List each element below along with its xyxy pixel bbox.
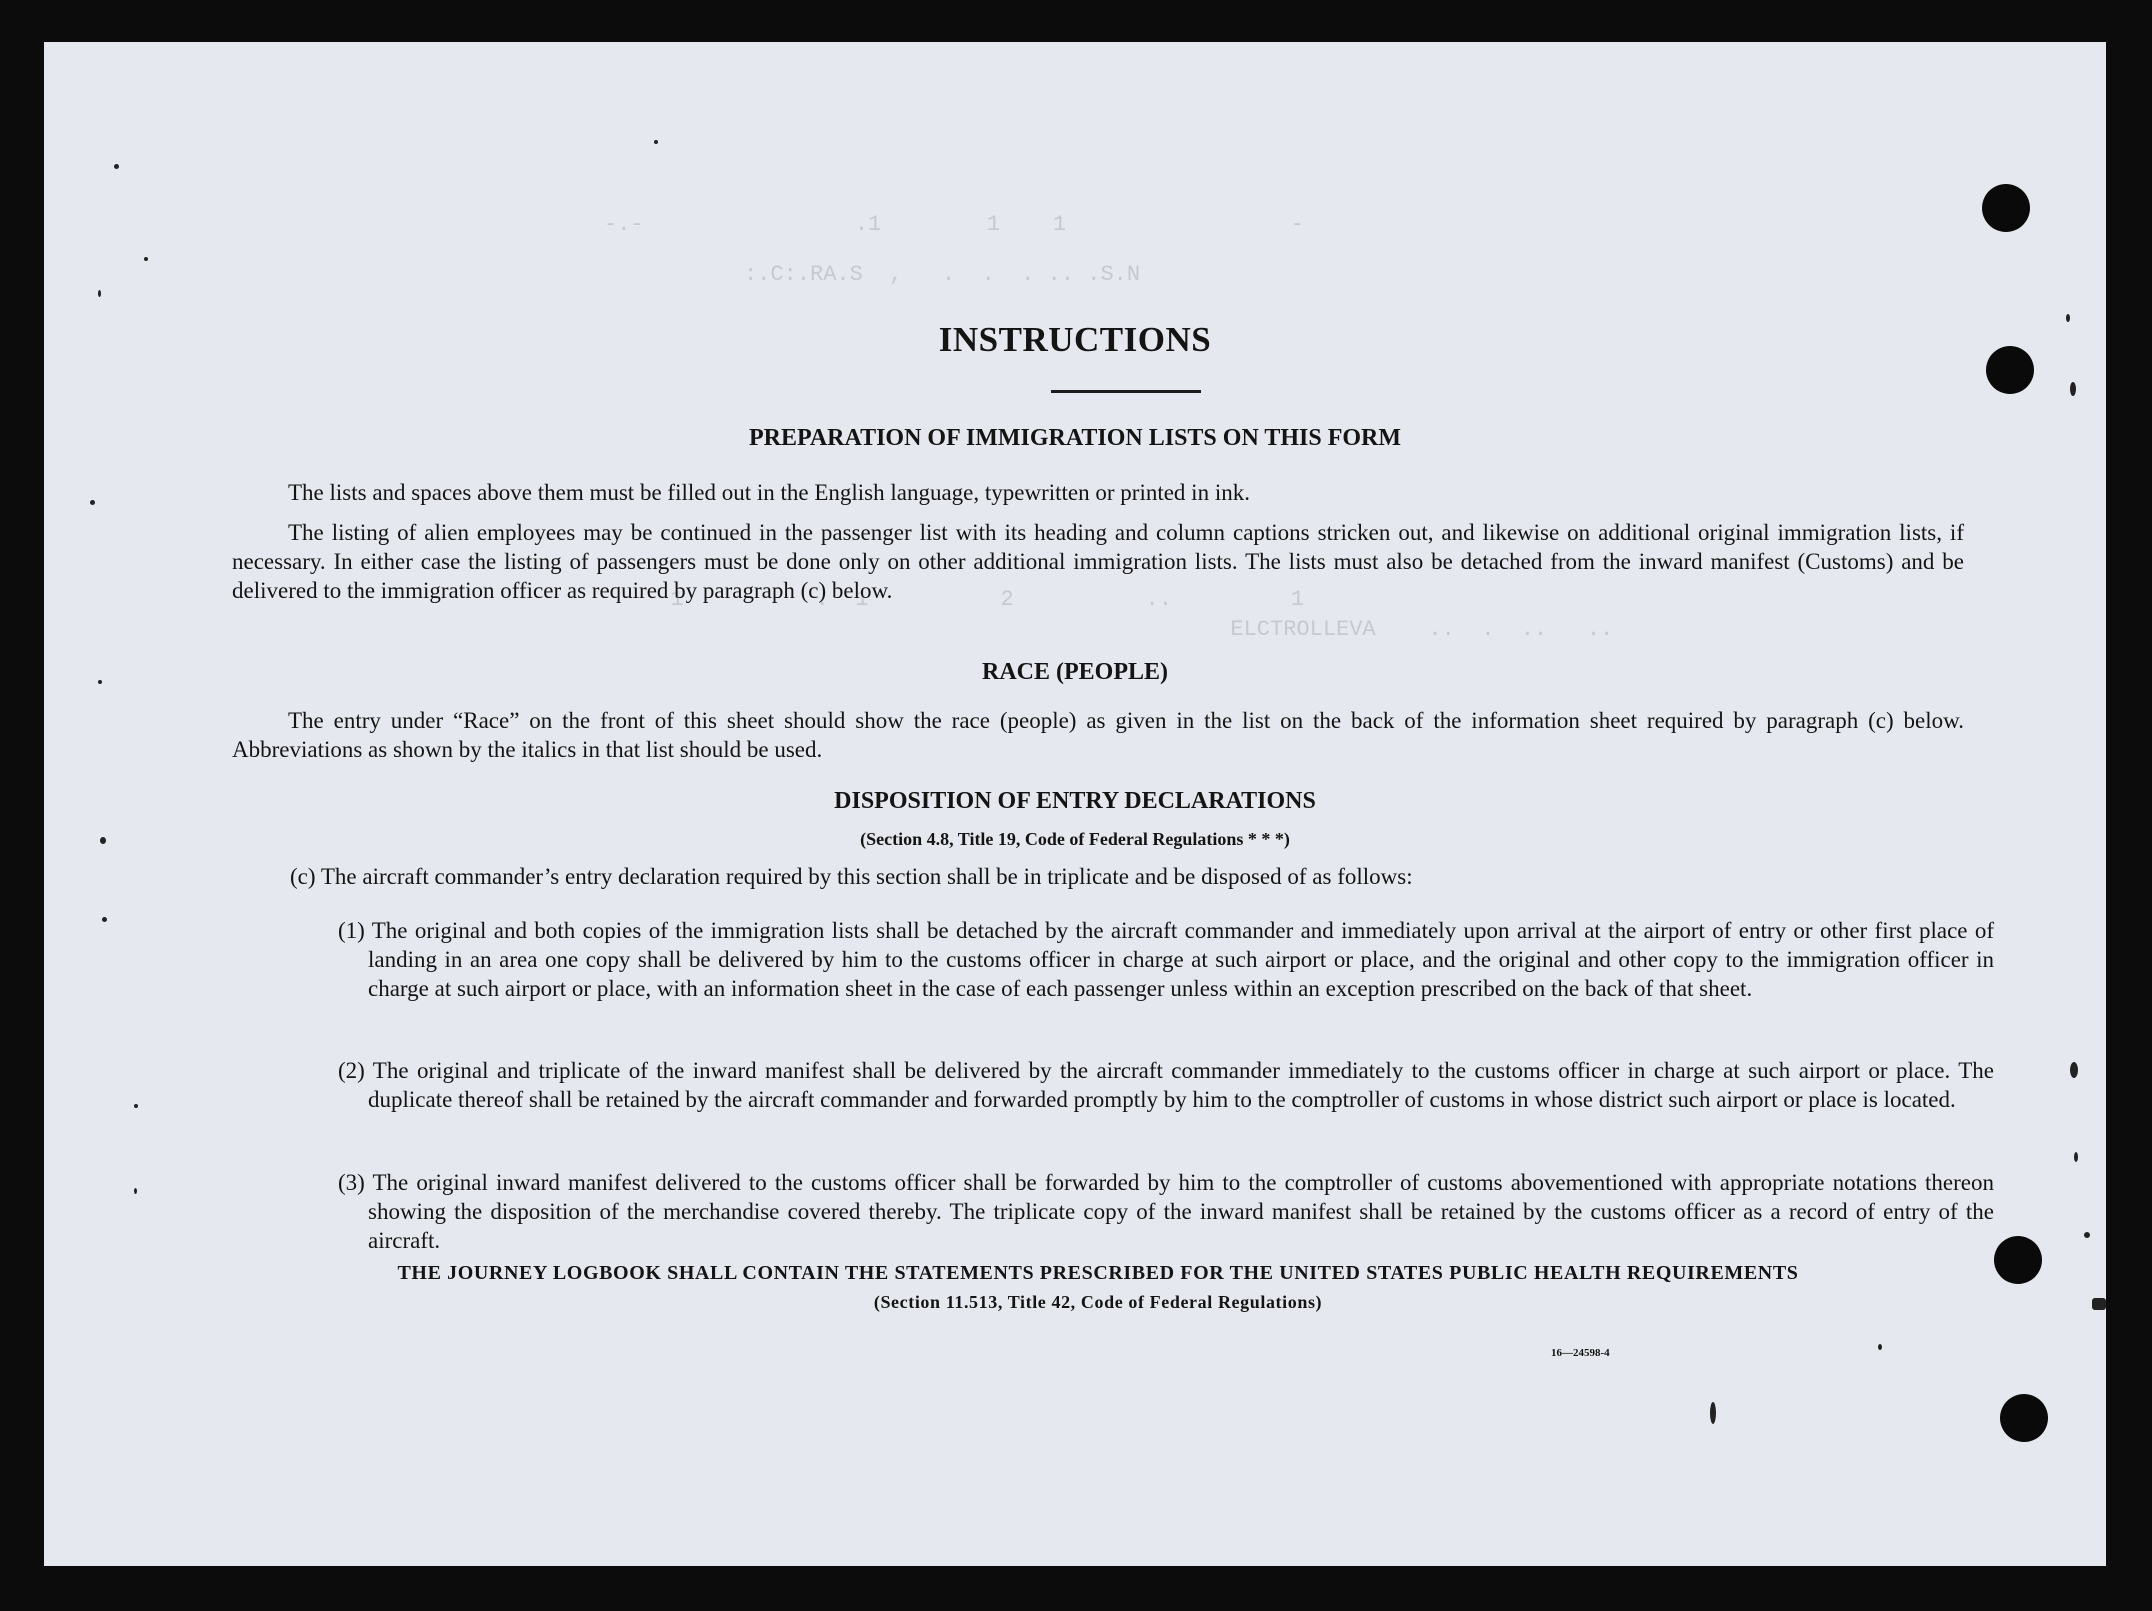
paragraph-preparation-2: The listing of alien employees may be continued in the passenger list with its heading and column captions stricken out, and likewise on additional original immigration lists, if necessary. In either case the listing of passengers must be done only on other additional immigration lists. The lists must also be detached from the inward manifest (Customs) and be delivered to the immigration officer as required by paragraph (c) below. (232, 520, 1964, 603)
bleed-through-text: -.- .1 1 1 - (604, 212, 1304, 237)
document-page (44, 42, 2106, 1566)
speck (98, 290, 101, 297)
section-subheading-disposition: (Section 4.8, Title 19, Code of Federal Regulations * * *) (860, 829, 1290, 849)
speck (1710, 1402, 1716, 1424)
paragraph-disposition-intro: (c) The aircraft commander’s entry declaration required by this section shall be in triplicate and be disposed of as follows: (290, 864, 1413, 889)
speck (144, 257, 148, 261)
disposition-item-1: (1) The original and both copies of the immigration lists shall be detached by the aircraft commander and immediately upon arrival at the airport of entry or other first place of landing in an area one copy shall be delivered by him to the customs officer in charge at such airport or place, and the original and other copy to the immigration officer in charge at such airport or place, with an information sheet in the case of each passenger unless within an exception prescribed on the back of that sheet. (338, 918, 1994, 1001)
speck (2070, 1062, 2078, 1078)
speck (2074, 1152, 2078, 1162)
speck (654, 140, 658, 144)
section-heading-disposition: DISPOSITION OF ENTRY DECLARATIONS (834, 788, 1316, 814)
speck (2070, 382, 2076, 396)
section-heading-preparation: PREPARATION OF IMMIGRATION LISTS ON THIS FORM (748, 425, 1402, 451)
speck (2092, 1298, 2106, 1310)
binder-hole (2000, 1394, 2048, 1442)
page-title: INSTRUCTIONS (938, 320, 1212, 359)
speck (114, 164, 119, 169)
paragraph-race: The entry under “Race” on the front of this sheet should show the race (people) as given in the list on the back of the information sheet required by paragraph (c) below. Abbreviations as shown by the italics in that list should be used. (232, 708, 1964, 762)
bleed-through-text: :.C:.RA.S , . . . .. .S.N (744, 262, 1141, 287)
speck (1878, 1344, 1882, 1350)
bleed-through-text: ELCTROLLEVA .. . .. .. (1204, 617, 1614, 642)
binder-hole (1982, 184, 2030, 232)
form-number: 16—24598-4 (1551, 1347, 1610, 1359)
title-underline (1051, 390, 1201, 393)
speck (2084, 1232, 2090, 1238)
speck (102, 917, 107, 922)
disposition-item-3: (3) The original inward manifest delivered to the customs officer shall be forwarded by him to the comptroller of customs abovementioned with appropriate notations thereon showing the disposition of the merchandise covered thereby. The triplicate copy of the inward manifest shall be retained by the customs officer as a record of entry of the aircraft. (338, 1170, 1994, 1253)
disposition-item-2: (2) The original and triplicate of the inward manifest shall be delivered by the aircraft commander immediately to the customs officer in charge at such airport or place. The duplicate thereof shall be retained by the aircraft commander and forwarded promptly by him to the comptroller of customs in whose district such airport or place is located. (338, 1058, 1994, 1112)
bleed-through-text: 1 . 1 2 .. 1 (644, 587, 1305, 612)
paragraph-preparation-1: The lists and spaces above them must be filled out in the English language, typewritten or printed in ink. (288, 480, 1250, 505)
section-heading-race: RACE (PEOPLE) (982, 659, 1168, 685)
footer-statement: THE JOURNEY LOGBOOK SHALL CONTAIN THE STATEMENTS PRESCRIBED FOR THE UNITED STATES PUBLIC HEALTH REQUIREMENTS (397, 1262, 1799, 1284)
binder-hole (1994, 1236, 2042, 1284)
speck (134, 1104, 138, 1108)
speck (134, 1188, 137, 1194)
speck (90, 500, 95, 505)
footer-citation: (Section 11.513, Title 42, Code of Federal Regulations) (873, 1292, 1323, 1312)
